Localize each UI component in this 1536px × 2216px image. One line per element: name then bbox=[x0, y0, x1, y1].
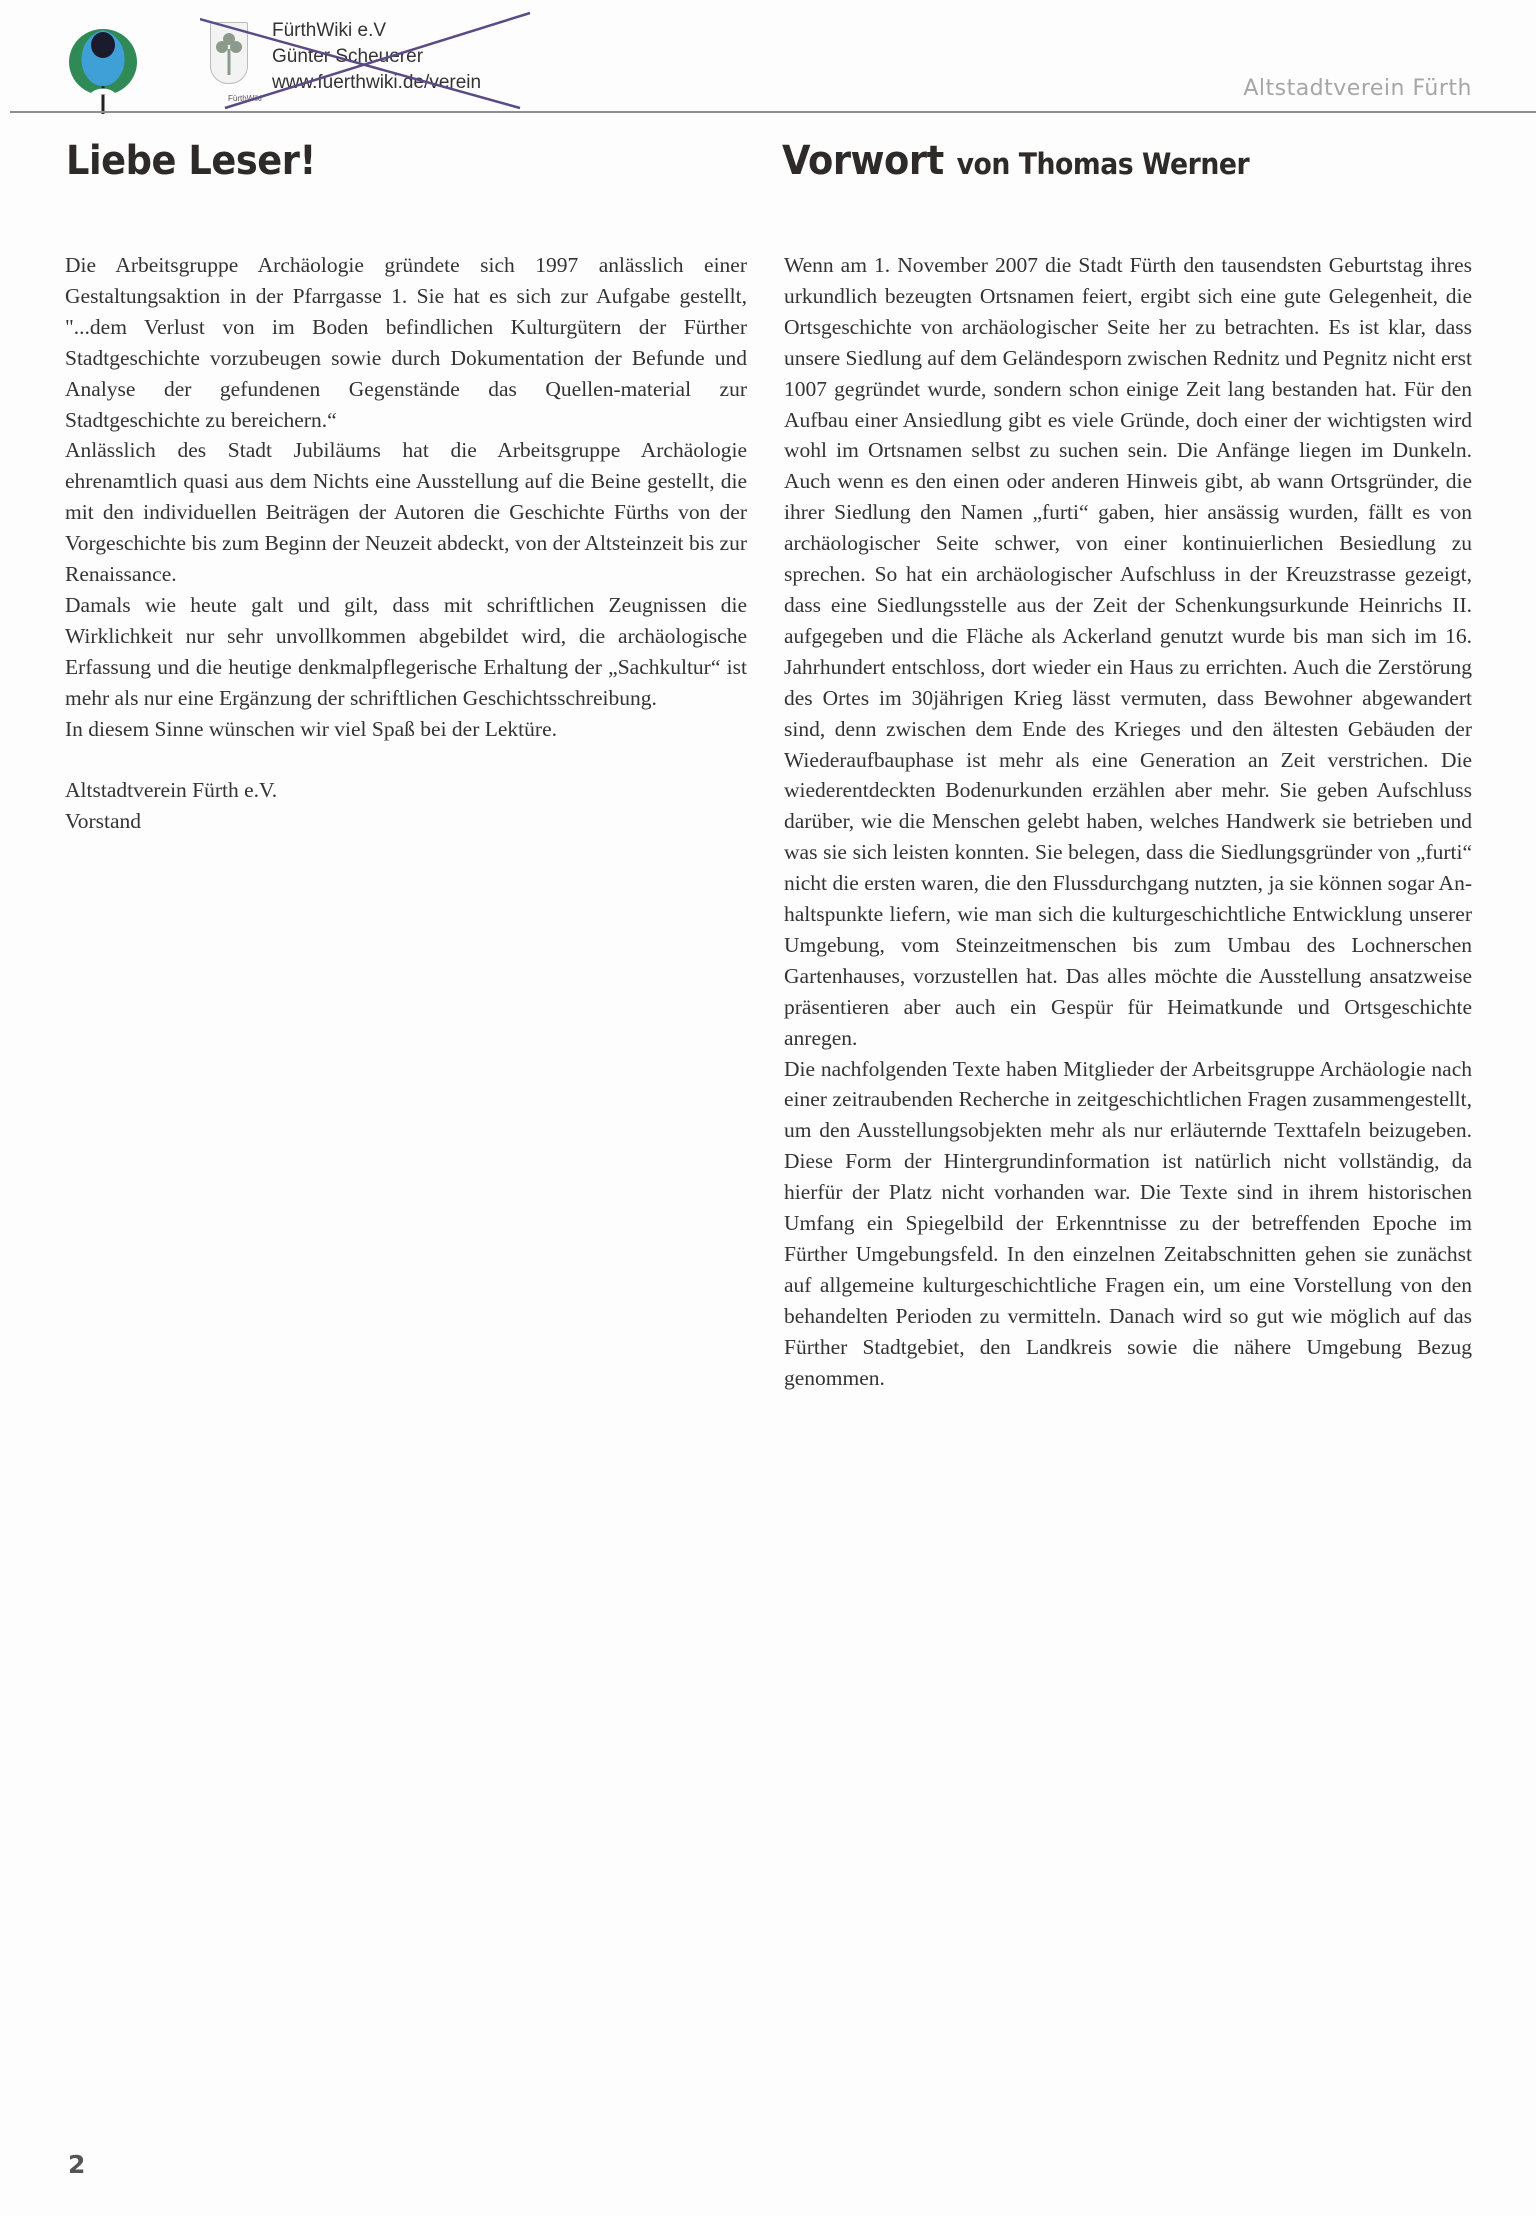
paragraph: Die Arbeitsgruppe Archäologie gründete sich 1997 anlässlich einer Gestaltungsaktion in der Pfarrgasse 1. Sie hat es sich zur Aufgabe gestellt, "...dem Verlust von im Boden befindlichen Kulturgütern der Fürther Stadtgeschichte vorzubeugen sowie durch Dokumentation der Befunde und Analyse der gefundenen Gegenstände das Quellen-material zur Stadtgeschichte zu bereichern.“ bbox=[65, 253, 747, 432]
stamp-url: www.fuerthwiki.de/verein bbox=[272, 72, 482, 93]
header-divider bbox=[10, 111, 1536, 113]
altstadtverein-tree-logo-icon bbox=[62, 28, 144, 114]
page-header bbox=[0, 0, 1536, 115]
strike-through-cross-icon bbox=[200, 10, 540, 110]
paragraph: Anlässlich des Stadt Jubiläums hat die Arbeitsgruppe Archäologie ehrenamtlich quasi aus dem Nichts eine Ausstellung auf die Beine gestellt, die mit den individuellen Beiträgen der Autoren die Geschichte Fürths von der Vorgeschichte bis zum Beginn der Neuzeit abdeckt, von der Altsteinzeit bis zur Renaissance. bbox=[65, 438, 747, 587]
left-column bbox=[65, 250, 747, 837]
paragraph: Damals wie heute galt und gilt, dass mit schriftlichen Zeugnissen die Wirklichkeit nur sehr unvollkommen abgebildet wird, die archäologische Erfassung und die heutige denkmalpflegerische Erhaltung der „Sachkultur“ ist mehr als nur eine Ergänzung der schriftlichen Geschichtsschreibung. bbox=[65, 592, 747, 710]
signature-org: Altstadtverein Fürth e.V. bbox=[65, 778, 278, 803]
right-heading bbox=[782, 138, 1249, 184]
stamp-tiny-label: FürthWiki bbox=[228, 94, 262, 103]
fuerthwiki-stamp bbox=[200, 10, 540, 110]
right-heading-title: Vorwort bbox=[782, 138, 944, 184]
right-heading-author: von Thomas Werner bbox=[956, 147, 1250, 181]
right-column bbox=[784, 250, 1472, 1394]
stamp-org: FürthWiki e.V bbox=[272, 20, 387, 41]
page-number: 2 bbox=[68, 2150, 86, 2179]
left-heading: Liebe Leser! bbox=[66, 138, 316, 184]
paragraph: In diesem Sinne wünschen wir viel Spaß bei der Lektüre. bbox=[65, 716, 557, 741]
stamp-person: Günter Scheuerer bbox=[272, 46, 424, 67]
signature-role: Vorstand bbox=[65, 809, 142, 834]
paragraph: Die nachfolgenden Texte haben Mitglieder der Arbeitsgruppe Archäologie nach einer zeitraubenden Recherche in zeitgeschichtlichen Fragen zusammengestellt, um den Ausstellungsobjekten mehr als nur erläuternde Texttafeln beizugeben. Diese Form der Hintergrundinformation ist natürlich nicht vollständig, da hierfür der Platz nicht vorhanden war. Die Texte sind in ihrem historischen Umfang ein Spiegelbild der Erkenntnisse zu der betreffenden Epoche im Fürther Umgebungsfeld. In den einzelnen Zeitabschnitten gehen sie zunächst auf allgemeine kulturgeschichtliche Fragen ein, um eine Vorstellung von den behandelten Perioden zu vermitteln. Danach wird so gut wie möglich auf das Fürther Stadtgebiet, den Landkreis sowie die nähere Umgebung Bezug genommen. bbox=[784, 1056, 1472, 1390]
brand-label: Altstadtverein Fürth bbox=[1243, 76, 1472, 101]
paragraph: Wenn am 1. November 2007 die Stadt Fürth den tausendsten Geburtstag ihres urkundlich bezeugten Ortsnamen feiert, ergibt sich eine gute Gelegenheit, die Ortsgeschichte von archäologischer Seite her zu betrachten. Es ist klar, dass unsere Siedlung auf dem Geländesporn zwischen Rednitz und Pegnitz nicht erst 1007 gegründet wurde, sondern schon einige Zeit lang bestanden hat. Für den Aufbau einer Ansiedlung gibt es viele Gründe, doch einer der wichtigsten wird wohl im Ortsnamen selbst zu suchen sein. Die Anfänge liegen im Dunkeln. Auch wenn es den einen oder anderen Hinweis gibt, ab wann Ortsgründer, die ihrer Siedlung den Namen „furti“ gaben, hier ansässig wurden, fällt es von archäologischer Seite schwer, von einer kontinuierlichen Besiedlung zu sprechen. So hat ein archäologischer Aufschluss in der Kreuzstrasse gezeigt, dass eine Siedlungsstelle aus der Zeit der Schenkungsurkunde Heinrichs II. aufgegeben und die Fläche als Ackerland genutzt wurde bis man sich im 16. Jahrhundert entschloss, dort wieder ein Haus zu errichten. Auch die Zerstörung des Ortes im 30jährigen Krieg lässt vermuten, dass Bewohner abgewandert sind, denn zwischen dem Ende des Krieges und den ältesten Gebäuden der Wiederaufbauphase ist mehr als eine Generation an Zeit verstrichen. Die wiederentdeckten Bodenurkunden erzählen aber mehr. Sie geben Aufschluss darüber, wie die Menschen gelebt haben, welches Handwerk sie betrieben und was sie sich leisten konnten. Sie belegen, dass die Siedlungsgründer von „furti“ nicht die ersten waren, die den Flussdurchgang nutzten, ja sie können sogar Anhaltspunkte liefern, wie man sich die kulturgeschichtliche Entwicklung unserer Umgebung, vom Steinzeitmenschen bis zum Umbau des Lochnerschen Gartenhauses, vorzustellen hat. Das alles möchte die Ausstellung ansatzweise präsentieren aber auch ein Gespür für Heimatkunde und Ortsgeschichte anregen. bbox=[784, 253, 1472, 1050]
